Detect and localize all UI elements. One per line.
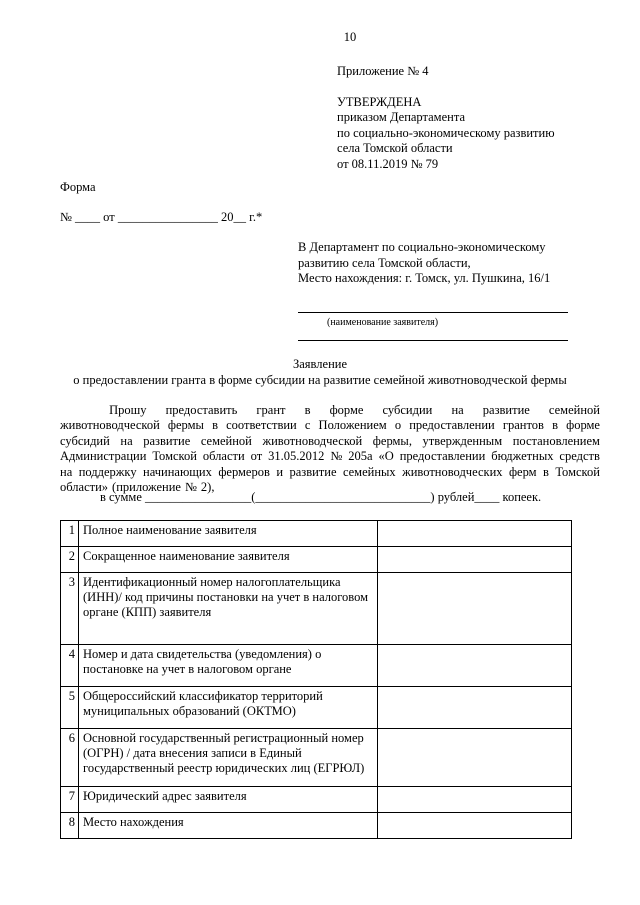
paragraph-word: предоставить: [165, 403, 238, 417]
paragraph-word: постановлением: [512, 433, 600, 448]
paragraph-word: ферм: [508, 464, 537, 479]
title-subline: о предоставлении гранта в форме субсидии на развитие семейной животноводческой фермы: [73, 372, 567, 387]
paragraph-word: предоставлении: [409, 418, 495, 433]
approval-date: от 08.11.2019 № 79: [337, 156, 439, 171]
page-number: 10: [343, 30, 357, 44]
paragraph-word: средств: [559, 449, 600, 464]
sum-line[interactable]: в сумме _________________(____________________________) рублей____ копеек.: [100, 490, 542, 504]
paragraph-word: «О: [378, 449, 394, 464]
row-value-field[interactable]: [378, 813, 572, 839]
paragraph-word: начинающих: [143, 464, 212, 479]
row-label: Полное наименование заявителя: [79, 521, 378, 547]
paragraph-word: поддержку: [78, 464, 137, 479]
paragraph-word: области»: [60, 480, 109, 495]
table-row: [61, 573, 572, 645]
paragraph-word: соответствии: [226, 418, 297, 433]
paragraph-word: развитие: [143, 433, 191, 448]
paragraph-word: развитие: [289, 464, 337, 479]
paragraph-word: фермы,: [372, 433, 412, 448]
paragraph-word: животноводческой: [60, 418, 160, 433]
row-label: Общероссийский классификатор территорий муниципальных образований (ОКТМО): [79, 687, 378, 729]
paragraph-word: развитие: [482, 403, 530, 417]
addressee-block: [298, 240, 550, 287]
addressee-line: развитию села Томской области,: [298, 255, 471, 270]
row-value-field[interactable]: [378, 787, 572, 813]
paragraph-line: [60, 465, 600, 480]
paragraph-word: на: [60, 464, 73, 479]
approval-block: [337, 64, 555, 172]
row-number: 4: [61, 645, 79, 687]
paragraph-word: семейной: [548, 403, 600, 417]
paragraph-line: [60, 449, 600, 464]
paragraph-word: (приложение: [112, 480, 181, 495]
applicant-caption: (наименование заявителя): [327, 317, 439, 328]
table-row: [61, 547, 572, 573]
paragraph-word: и: [276, 464, 284, 479]
table-row: [61, 645, 572, 687]
table-row: [61, 813, 572, 839]
paragraph-word: от: [250, 449, 263, 464]
paragraph-word: Прошу: [109, 403, 147, 417]
paragraph-word: семейной: [200, 433, 252, 448]
approval-line: по социально-экономическому развитию: [337, 125, 555, 140]
row-label: Юридический адрес заявителя: [79, 787, 378, 813]
table-row: [61, 521, 572, 547]
row-label: Место нахождения: [79, 813, 378, 839]
paragraph-word: субсидии: [382, 403, 433, 417]
addressee-line: В Департамент по социально-экономическому: [298, 240, 546, 254]
row-number: 2: [61, 547, 79, 573]
form-number-line: № ____ от ________________ 20__ г.*: [60, 210, 263, 224]
paragraph-word: грант: [256, 403, 286, 417]
row-label: Идентификационный номер налогоплательщика (ИНН)/ код причины постановки на учет в налоговом органе (КПП) заявителя: [79, 573, 378, 645]
approved-label: УТВЕРЖДЕНА: [337, 94, 422, 109]
paragraph-word: в: [552, 418, 558, 433]
paragraph-word: на: [120, 433, 133, 448]
paragraph-word: в: [212, 418, 218, 433]
paragraph-word: в: [543, 464, 549, 479]
paragraph-word: Томской: [152, 449, 197, 464]
paragraph-word: в: [304, 403, 311, 417]
applicant-info-table: [60, 520, 572, 839]
approval-line: приказом Департамента: [337, 110, 465, 124]
paragraph-word: фермы: [167, 418, 204, 433]
paragraph-word: утвержденным: [422, 433, 503, 448]
form-label: Форма: [60, 180, 96, 194]
title-line: Заявление: [292, 357, 347, 371]
row-number: 7: [61, 787, 79, 813]
paragraph-word: бюджетных: [491, 449, 554, 464]
request-paragraph: [60, 403, 600, 495]
row-value-field[interactable]: [378, 521, 572, 547]
paragraph-word: 2),: [200, 480, 215, 495]
addressee-address: Место нахождения: г. Томск, ул. Пушкина, 16/1: [298, 271, 551, 285]
paragraph-line: [60, 434, 600, 449]
paragraph-word: Администрации: [60, 449, 147, 464]
paragraph-word: на: [451, 403, 464, 417]
document-title: [0, 357, 640, 388]
row-label: Номер и дата свидетельства (уведомления) о постановке на учет в налоговом органе: [79, 645, 378, 687]
paragraph-line: [60, 403, 600, 418]
table-row: [61, 787, 572, 813]
paragraph-word: о: [394, 418, 402, 433]
paragraph-word: 205а: [348, 449, 373, 464]
row-number: 5: [61, 687, 79, 729]
row-number: 8: [61, 813, 79, 839]
paragraph-word: [60, 403, 90, 418]
table-row: [61, 729, 572, 787]
approval-line: села Томской области: [337, 141, 453, 155]
paragraph-word: фермеров: [218, 464, 270, 479]
row-value-field[interactable]: [378, 729, 572, 787]
row-number: 3: [61, 573, 79, 645]
row-label: Основной государственный регистрационный номер (ОГРН) / дата внесения записи в Единый государственный реестр юридических лиц (ЕГРЮЛ): [79, 729, 378, 787]
paragraph-word: 31.05.2012: [268, 449, 325, 464]
applicant-name-line[interactable]: [298, 312, 568, 313]
paragraph-line: [60, 418, 600, 433]
paragraph-word: животноводческих: [402, 464, 503, 479]
paragraph-word: №: [184, 480, 197, 495]
paragraph-word: форме: [329, 403, 364, 417]
paragraph-word: субсидий: [60, 433, 110, 448]
row-number: 6: [61, 729, 79, 787]
row-label: Сокращенное наименование заявителя: [79, 547, 378, 573]
row-value-field[interactable]: [378, 687, 572, 729]
row-number: 1: [61, 521, 79, 547]
row-value-field[interactable]: [378, 645, 572, 687]
paragraph-word: области: [202, 449, 245, 464]
row-value-field[interactable]: [378, 573, 572, 645]
paragraph-word: семейных: [342, 464, 396, 479]
paragraph-word: форме: [566, 418, 600, 433]
paragraph-word: Томской: [555, 464, 600, 479]
applicant-name-line-2[interactable]: [298, 340, 568, 341]
paragraph-word: №: [330, 449, 343, 464]
paragraph-word: грантов: [502, 418, 544, 433]
paragraph-word: животноводческой: [262, 433, 363, 448]
appendix-label: Приложение № 4: [337, 64, 429, 78]
row-value-field[interactable]: [378, 547, 572, 573]
paragraph-word: предоставлении: [399, 449, 486, 464]
paragraph-word: с: [304, 418, 311, 433]
table-row: [61, 687, 572, 729]
paragraph-word: Положением: [318, 418, 387, 433]
